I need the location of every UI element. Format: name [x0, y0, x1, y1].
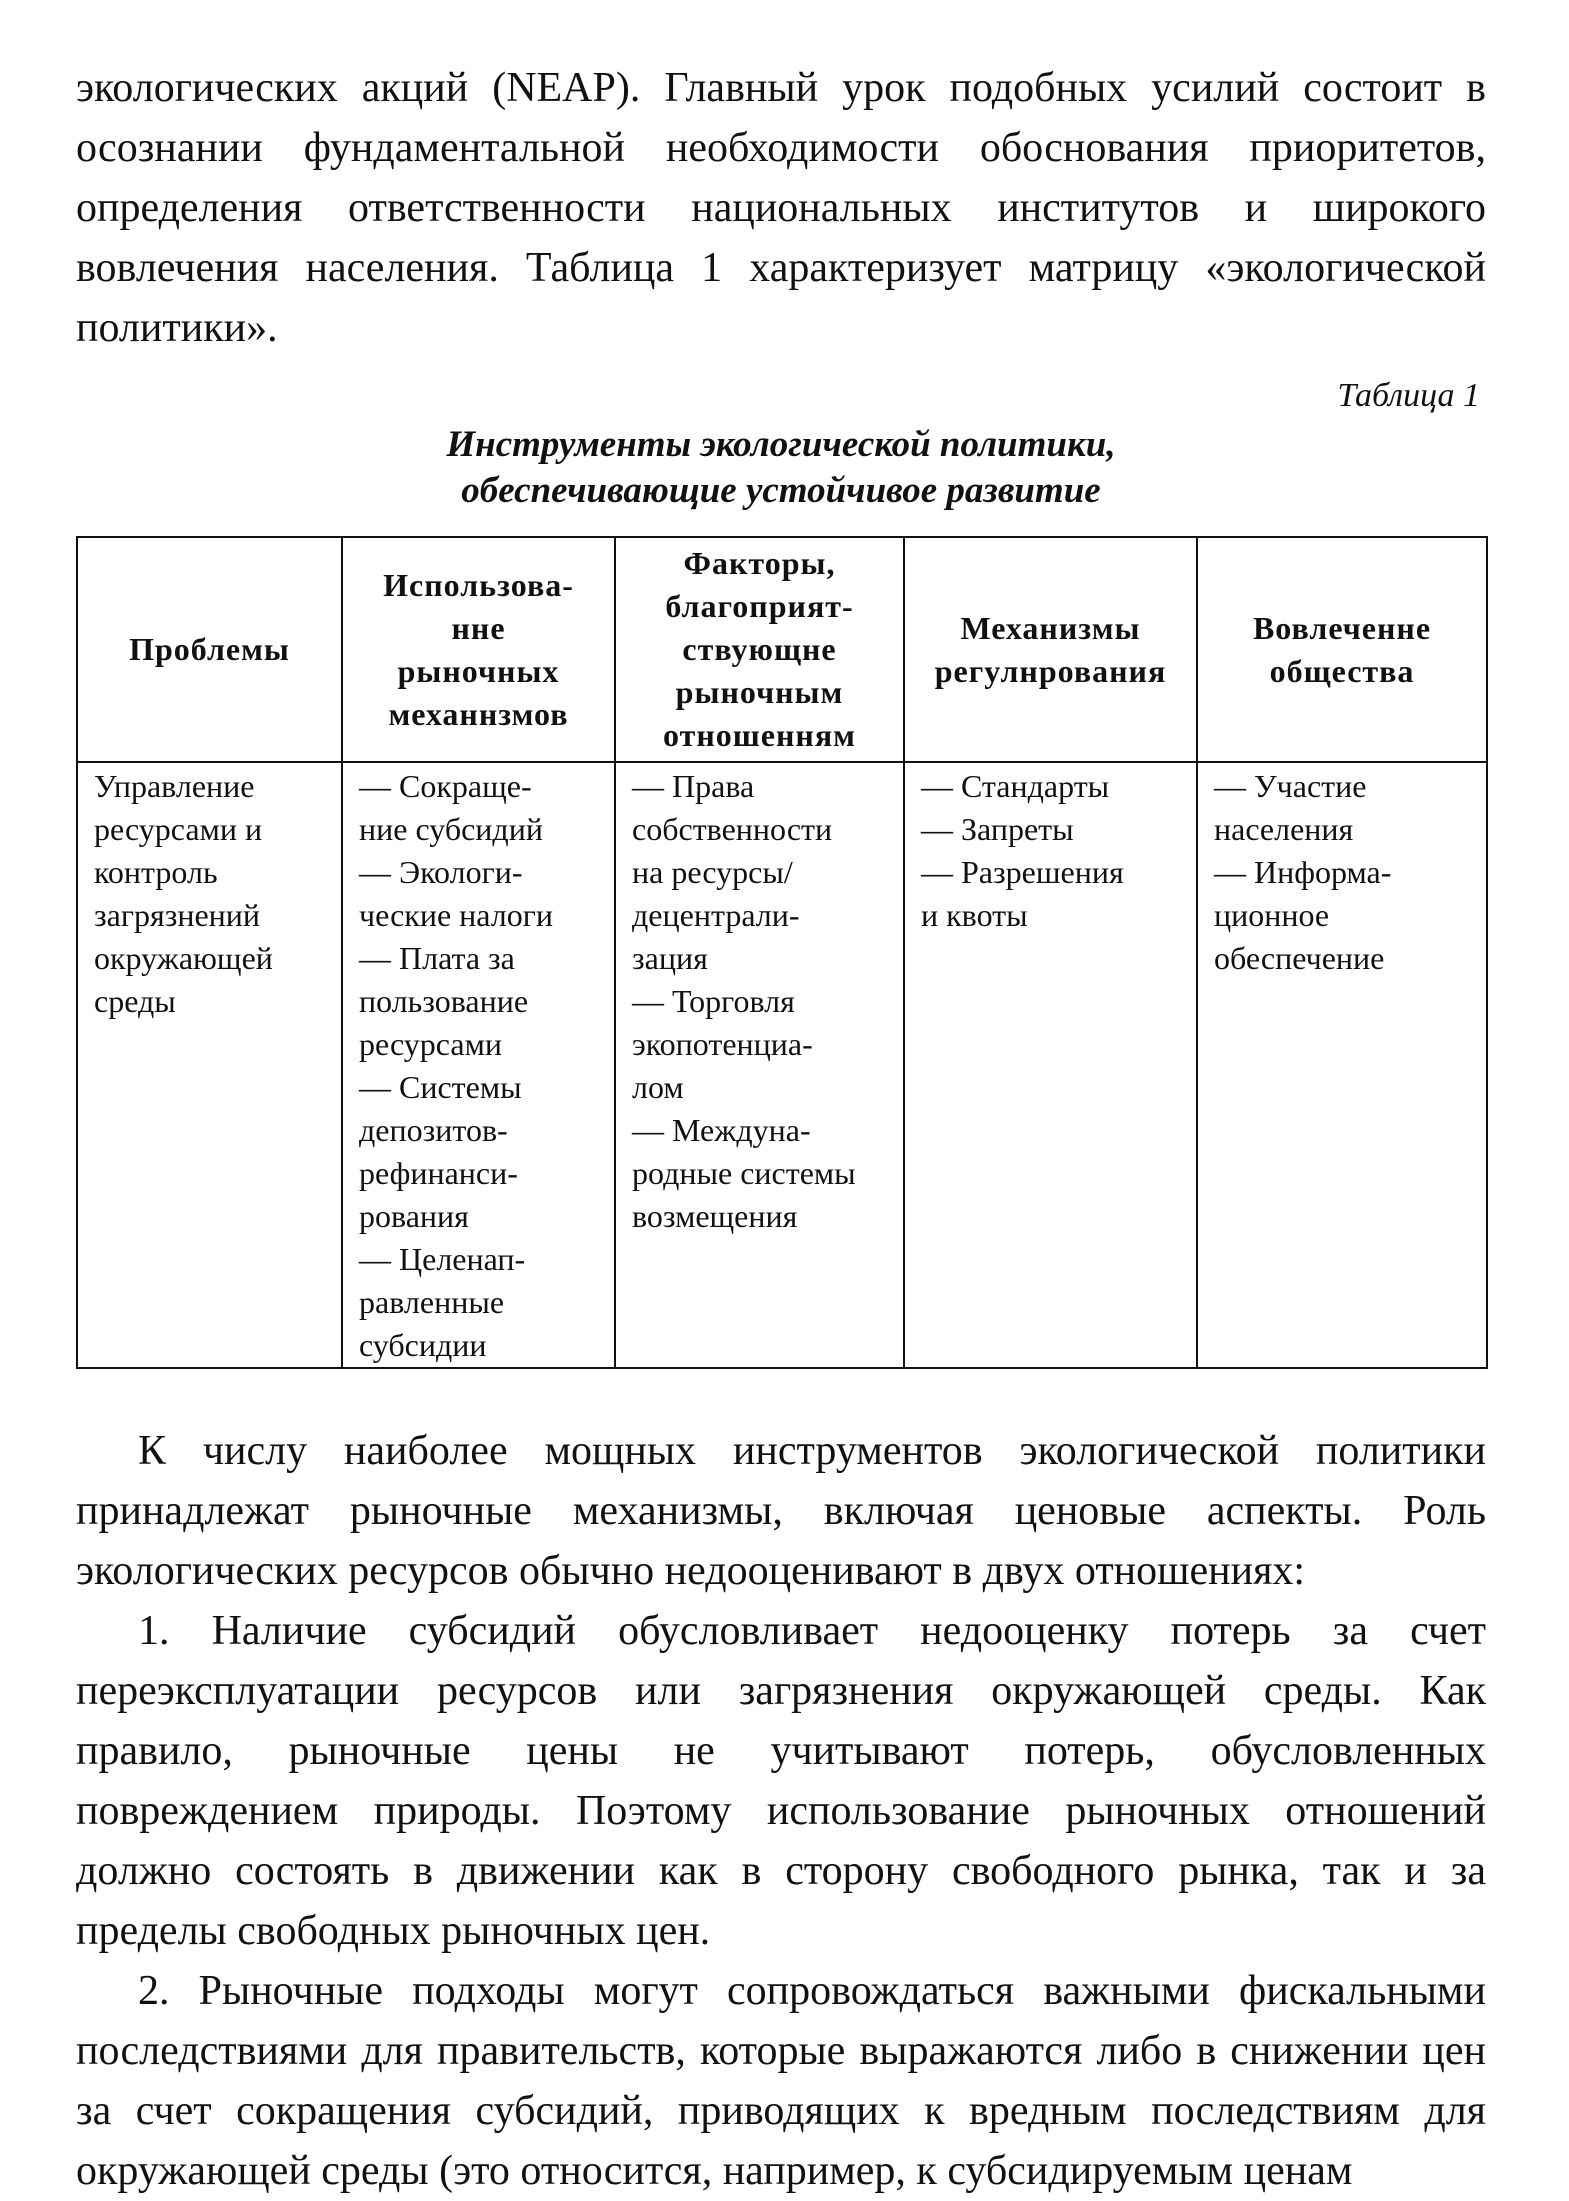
cell-line: ресурсами	[359, 1026, 502, 1062]
cell-line: контроль	[94, 854, 218, 890]
header-market-mechanisms	[342, 537, 615, 762]
cell-line: возмещения	[632, 1198, 798, 1234]
header-line: благоприят-	[665, 588, 854, 624]
cell-line: родные системы	[632, 1155, 856, 1191]
cell-line: — Права	[632, 768, 755, 804]
cell-line: — Участие	[1214, 768, 1367, 804]
header-regulation	[904, 537, 1197, 762]
cell-line: депозитов-	[359, 1112, 508, 1148]
cell-line: децентрали-	[632, 897, 800, 933]
cell-line: экопотенциа-	[632, 1026, 813, 1062]
cell-line: — Системы	[359, 1069, 522, 1105]
list-item: 1. Наличие субсидий обусловливает недооценку потерь за счет переэксплуатации ресурсов или загрязнения окружающей среды. Как правило, рыночные цены не учитывают потерь, обусловленных повреждением природы. Поэтому использование рыночных отношений должно состоять в движении как в сторону свободного рынка, так и за пределы свободных рыночных цен.	[76, 1608, 1486, 1954]
header-line: общества	[1269, 652, 1415, 689]
table-label: Таблица 1	[1337, 377, 1480, 414]
cell-line: ние субсидий	[359, 811, 543, 847]
header-line: регулнрования	[934, 652, 1167, 689]
header-line: нне	[451, 609, 506, 646]
cell-line: загрязнений	[94, 897, 261, 933]
cell-line: лом	[632, 1069, 684, 1105]
intro-line: определения ответственности национальных институтов и широкого	[76, 185, 1486, 231]
cell-line: — Разрешения	[921, 854, 1124, 890]
cell-line: на ресурсы/	[632, 854, 793, 890]
cell-line: — Торговля	[632, 983, 795, 1019]
cell-line: рования	[359, 1198, 469, 1234]
cell-line: ческие налоги	[359, 897, 553, 933]
cell-market-factors	[615, 762, 904, 1368]
cell-line: — Экологи-	[359, 854, 523, 890]
header-market-factors	[615, 537, 904, 762]
header-line: рыночным	[675, 674, 844, 710]
header-line: Факторы,	[683, 545, 836, 581]
policy-table	[76, 536, 1488, 1369]
cell-line: и квоты	[921, 897, 1028, 933]
cell-line: — Запреты	[921, 811, 1074, 847]
cell-problems	[77, 762, 342, 1368]
intro-line: вовлечения населения. Таблица 1 характеризует матрицу «экологической	[76, 245, 1486, 291]
body-paragraph: К числу наиболее мощных инструментов экологической политики принадлежат рыночные механизмы, включая ценовые аспекты. Роль экологических ресурсов обычно недооценивают в двух отношениях:	[76, 1428, 1486, 1594]
header-line: механнзмов	[388, 695, 569, 732]
table-header-row	[77, 537, 1487, 762]
header-society	[1197, 537, 1487, 762]
intro-line: политики».	[76, 305, 278, 351]
cell-line: окружающей	[94, 940, 273, 976]
cell-line: ционное	[1214, 897, 1330, 933]
cell-line: ресурсами и	[94, 811, 263, 847]
header-line: Использова-	[383, 566, 574, 603]
cell-line: собственности	[632, 811, 833, 847]
cell-line: — Информа-	[1214, 854, 1392, 890]
cell-line: населения	[1214, 811, 1354, 847]
header-line: Механизмы	[960, 609, 1141, 646]
list-item: 2. Рыночные подходы могут сопровождаться важными фискальными последствиями для правительств, которые выражаются либо в снижении цен за счет сокращения субсидий, приводящих к вредным последствиям для окружающей среды (это относится, например, к субсидируемым ценам	[76, 1968, 1486, 2194]
cell-market-mechanisms	[342, 762, 615, 1368]
cell-line: обеспечение	[1214, 940, 1385, 976]
header-line: Проблемы	[129, 631, 290, 667]
cell-regulation	[904, 762, 1197, 1368]
table-title	[76, 422, 1486, 514]
header-line: отношенням	[663, 717, 856, 753]
header-line: Вовлеченне	[1252, 609, 1432, 646]
cell-line: — Стандарты	[921, 768, 1110, 804]
header-line: ствующне	[682, 631, 837, 667]
cell-line: равленные	[359, 1284, 505, 1320]
cell-line: зация	[632, 940, 708, 976]
intro-line: осознании фундаментальной необходимости обоснования приоритетов,	[76, 125, 1486, 171]
table-title-line: Инструменты экологической политики,	[446, 424, 1116, 465]
cell-line: — Плата за	[359, 940, 515, 976]
cell-line: — Целенап-	[359, 1241, 526, 1277]
cell-line: — Междуна-	[632, 1112, 811, 1148]
intro-paragraph	[76, 58, 1486, 358]
table-row	[77, 762, 1487, 1368]
cell-line: среды	[94, 983, 176, 1019]
cell-line: рефинанси-	[359, 1155, 518, 1191]
header-problems	[77, 537, 342, 762]
cell-line: субсидии	[359, 1327, 487, 1363]
intro-line: экологических акций (NEAP). Главный урок подобных усилий состоит в	[76, 65, 1486, 111]
cell-line: пользование	[359, 983, 529, 1019]
document-page	[76, 58, 1486, 2201]
cell-line: Управление	[94, 768, 255, 804]
body-text	[76, 1421, 1486, 2201]
header-line: рыночных	[397, 652, 560, 689]
table-title-line: обеспечивающие устойчивое развитие	[461, 470, 1101, 511]
cell-society	[1197, 762, 1487, 1368]
cell-line: — Сокраще-	[359, 768, 532, 804]
